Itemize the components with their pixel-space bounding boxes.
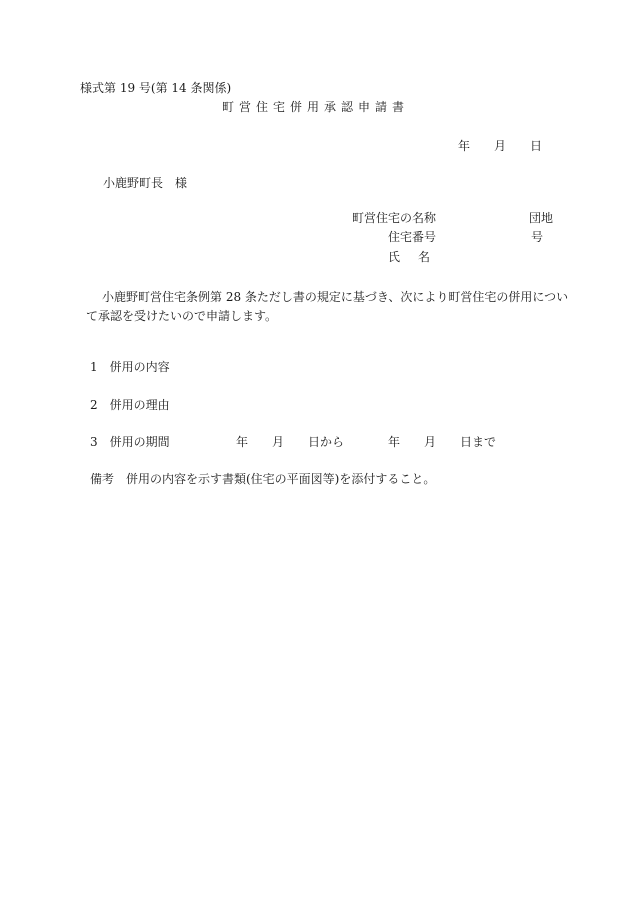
period-from-month-label: 月 (272, 435, 285, 449)
item-usage-reason: 2 併用の理由 (90, 398, 170, 412)
period-from-year-label: 年 (236, 435, 249, 449)
form-number: 様式第 19 号(第 14 条関係) (80, 81, 232, 95)
item-usage-period: 3 併用の期間 (90, 435, 170, 449)
period-to-day-label: 日まで (460, 435, 497, 449)
applicant-name-label: 氏名 (388, 250, 449, 264)
item-usage-content: 1 併用の内容 (90, 360, 170, 374)
document-title: 町営住宅併用承認申請書 (222, 100, 410, 114)
housing-name-label: 町営住宅の名称 (352, 211, 437, 225)
date-day-label: 日 (530, 139, 543, 153)
period-to-month-label: 月 (424, 435, 437, 449)
date-year-label: 年 (458, 139, 471, 153)
remark-note: 備考 併用の内容を示す書類(住宅の平面図等)を添付すること。 (90, 472, 436, 486)
period-to-year-label: 年 (388, 435, 401, 449)
application-body-text: 小鹿野町営住宅条例第 28 条ただし書の規定に基づき、次により町営住宅の併用について承認を受けたいので申請します。 (86, 290, 569, 323)
housing-number-unit: 号 (531, 230, 544, 244)
date-month-label: 月 (494, 139, 507, 153)
addressee: 小鹿野町長 様 (103, 176, 188, 190)
period-from-day-label: 日から (308, 435, 345, 449)
housing-name-unit: 団地 (529, 211, 554, 225)
housing-number-label: 住宅番号 (388, 230, 437, 244)
